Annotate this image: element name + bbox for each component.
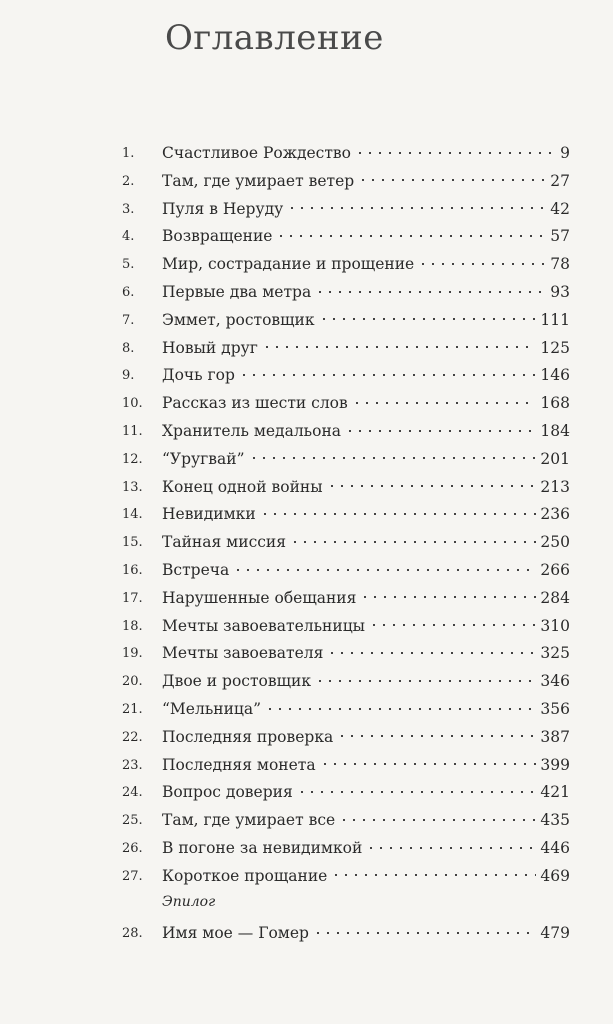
chapter-number: 3. <box>122 201 135 217</box>
chapter-number: 27. <box>122 868 143 884</box>
entry-line <box>162 501 570 529</box>
chapter-title: Тайная миссия <box>162 533 287 552</box>
entry-line <box>162 251 570 279</box>
chapter-number: 14. <box>122 507 143 523</box>
dot-leader <box>287 198 546 214</box>
dot-leader <box>339 810 536 826</box>
toc-entry <box>0 696 613 724</box>
entry-line <box>162 168 570 196</box>
chapter-number: 6. <box>122 285 135 300</box>
chapter-number: 4. <box>122 229 135 245</box>
entry-line <box>162 920 570 948</box>
chapter-title: Возвращение <box>162 227 273 246</box>
chapter-title: Первые два метра <box>162 283 312 301</box>
chapter-number: 5. <box>122 257 135 273</box>
chapter-number: 1. <box>122 146 135 161</box>
page-number: 27 <box>550 171 570 190</box>
toc-entry <box>0 640 613 668</box>
dot-leader <box>352 393 537 409</box>
page-number: 111 <box>540 310 570 329</box>
toc-entry <box>0 529 613 557</box>
chapter-number: 15. <box>122 535 143 551</box>
chapter-title: Эммет, ростовщик <box>162 310 315 329</box>
chapter-number: 10. <box>122 396 143 412</box>
dot-leader <box>233 560 536 576</box>
toc-entry <box>0 668 613 696</box>
entry-line <box>162 446 570 474</box>
page-number: 57 <box>550 227 570 246</box>
toc-entry <box>0 863 613 891</box>
entry-line <box>162 474 570 502</box>
chapter-title: Хранитель медальона <box>162 422 342 440</box>
chapter-number: 23. <box>122 757 143 773</box>
entry-line <box>162 863 570 891</box>
toc-entry <box>0 474 613 502</box>
entry-line <box>162 335 570 363</box>
chapter-number: 19. <box>122 646 143 662</box>
dot-leader <box>369 615 536 631</box>
toc-entry <box>0 724 613 752</box>
entry-line <box>162 307 570 335</box>
page-number: 435 <box>540 811 570 830</box>
chapter-number: 12. <box>122 451 143 467</box>
page-number: 236 <box>540 505 570 524</box>
chapter-title: Рассказ из шести слов <box>162 394 348 413</box>
page-number: 78 <box>550 255 570 274</box>
toc-entry <box>0 585 613 613</box>
toc-entry <box>0 807 613 835</box>
entry-line <box>162 557 570 585</box>
page-number: 399 <box>540 755 570 774</box>
chapter-number: 22. <box>122 729 143 745</box>
page-number: 184 <box>540 422 570 440</box>
toc-entry <box>0 307 613 335</box>
toc-entry <box>0 335 613 363</box>
page-number: 125 <box>540 338 570 357</box>
dot-leader <box>239 365 536 381</box>
page-number: 201 <box>540 449 570 468</box>
chapter-title: Пуля в Неруду <box>162 199 284 218</box>
entry-line <box>162 779 570 807</box>
dot-leader <box>320 754 537 770</box>
chapter-number: 28. <box>122 926 143 942</box>
entry-line <box>162 279 570 307</box>
entry-line <box>162 390 570 418</box>
chapter-title: Новый друг <box>162 338 258 357</box>
chapter-number: 16. <box>122 563 143 578</box>
page-number: 346 <box>540 672 570 691</box>
chapter-number: 26. <box>122 841 143 856</box>
chapter-title: Мечты завоевателя <box>162 644 324 663</box>
dot-leader <box>366 838 536 854</box>
entry-line <box>162 807 570 835</box>
chapter-title: Нарушенные обещания <box>162 588 357 607</box>
dot-leader <box>262 337 537 353</box>
entry-line <box>162 140 570 168</box>
toc-entry <box>0 446 613 474</box>
dot-leader <box>260 504 537 520</box>
dot-leader <box>297 782 537 798</box>
page-number: 479 <box>540 924 570 943</box>
page-number: 266 <box>540 561 570 579</box>
chapter-title: Двое и ростовщик <box>162 672 312 691</box>
chapter-number: 13. <box>122 479 143 495</box>
toc-entry <box>0 779 613 807</box>
entry-line <box>162 752 570 780</box>
epilog-heading: Эпилог <box>162 893 216 910</box>
entry-line <box>162 640 570 668</box>
dot-leader <box>418 254 546 270</box>
toc-entry <box>0 196 613 224</box>
entry-line <box>162 613 570 641</box>
page-number: 325 <box>540 644 570 663</box>
dot-leader <box>337 726 536 742</box>
chapter-number: 18. <box>122 618 143 634</box>
page-number: 284 <box>540 588 570 607</box>
toc-entry <box>0 752 613 780</box>
toc-entry <box>0 501 613 529</box>
chapter-number: 24. <box>122 785 143 801</box>
entry-line <box>162 223 570 251</box>
dot-leader <box>358 170 546 186</box>
chapter-title: В погоне за невидимкой <box>162 839 363 857</box>
toc-entry <box>0 279 613 307</box>
page-number: 387 <box>540 727 570 746</box>
chapter-number: 21. <box>122 702 143 717</box>
chapter-title: Последняя монета <box>162 755 316 774</box>
page-number: 93 <box>550 283 570 301</box>
page-number: 310 <box>540 616 570 635</box>
dot-leader <box>276 226 546 242</box>
toc-entry <box>0 613 613 641</box>
toc-entry <box>0 168 613 196</box>
dot-leader <box>355 143 556 159</box>
chapter-number: 25. <box>122 813 143 829</box>
entry-line <box>162 835 570 863</box>
chapter-number: 11. <box>122 424 143 439</box>
dot-leader <box>315 282 546 298</box>
entry-line <box>162 585 570 613</box>
entry-line <box>162 724 570 752</box>
chapter-title: Там, где умирает ветер <box>162 171 355 190</box>
chapter-title: Имя мое — Гомер <box>162 924 309 943</box>
page-number: 421 <box>540 783 570 802</box>
toc-entry <box>0 362 613 390</box>
page-number: 356 <box>540 700 570 718</box>
chapter-number: 20. <box>122 674 143 690</box>
page-number: 250 <box>540 533 570 552</box>
page-title: Оглавление <box>165 18 384 58</box>
page-number: 469 <box>540 866 570 885</box>
chapter-title: Последняя проверка <box>162 727 334 746</box>
dot-leader <box>313 923 536 939</box>
toc-entry <box>0 223 613 251</box>
page-number: 9 <box>560 144 570 162</box>
entry-line <box>162 418 570 446</box>
chapter-number: 2. <box>122 173 135 189</box>
chapter-title: Дочь гор <box>162 366 235 385</box>
dot-leader <box>249 448 537 464</box>
entry-line <box>162 668 570 696</box>
toc-entry <box>0 390 613 418</box>
dot-leader <box>315 671 536 687</box>
entry-line <box>162 529 570 557</box>
chapter-title: Мир, сострадание и прощение <box>162 255 415 274</box>
dot-leader <box>360 587 536 603</box>
toc-entry <box>0 140 613 168</box>
dot-leader <box>290 532 536 548</box>
chapter-title: Там, где умирает все <box>162 811 336 830</box>
entry-line <box>162 696 570 724</box>
chapter-title: Вопрос доверия <box>162 783 293 802</box>
toc-entry <box>0 251 613 279</box>
chapter-number: 7. <box>122 312 135 328</box>
dot-leader <box>331 865 536 881</box>
toc-entry <box>0 418 613 446</box>
entry-line <box>162 196 570 224</box>
chapter-title: Встреча <box>162 561 230 579</box>
page-number: 42 <box>550 199 570 218</box>
page-number: 213 <box>540 477 570 496</box>
chapter-title: Конец одной войны <box>162 477 323 496</box>
toc-entry <box>0 835 613 863</box>
dot-leader <box>327 643 536 659</box>
page-number: 146 <box>540 366 570 385</box>
chapter-title: Мечты завоевательницы <box>162 616 366 635</box>
chapter-number: 9. <box>122 368 135 384</box>
chapter-number: 8. <box>122 340 135 356</box>
chapter-title: Невидимки <box>162 505 256 524</box>
chapter-title: Короткое прощание <box>162 866 328 885</box>
dot-leader <box>265 699 536 715</box>
dot-leader <box>327 476 537 492</box>
chapter-title: “Уругвай” <box>162 449 245 468</box>
page-number: 446 <box>540 839 570 857</box>
toc-entry <box>0 920 613 948</box>
entry-line <box>162 362 570 390</box>
chapter-title: Счастливое Рождество <box>162 144 351 162</box>
page-number: 168 <box>540 394 570 413</box>
dot-leader <box>319 309 537 325</box>
toc-entry <box>0 557 613 585</box>
chapter-title: “Мельница” <box>162 700 262 718</box>
chapter-number: 17. <box>122 590 143 606</box>
dot-leader <box>345 421 536 437</box>
